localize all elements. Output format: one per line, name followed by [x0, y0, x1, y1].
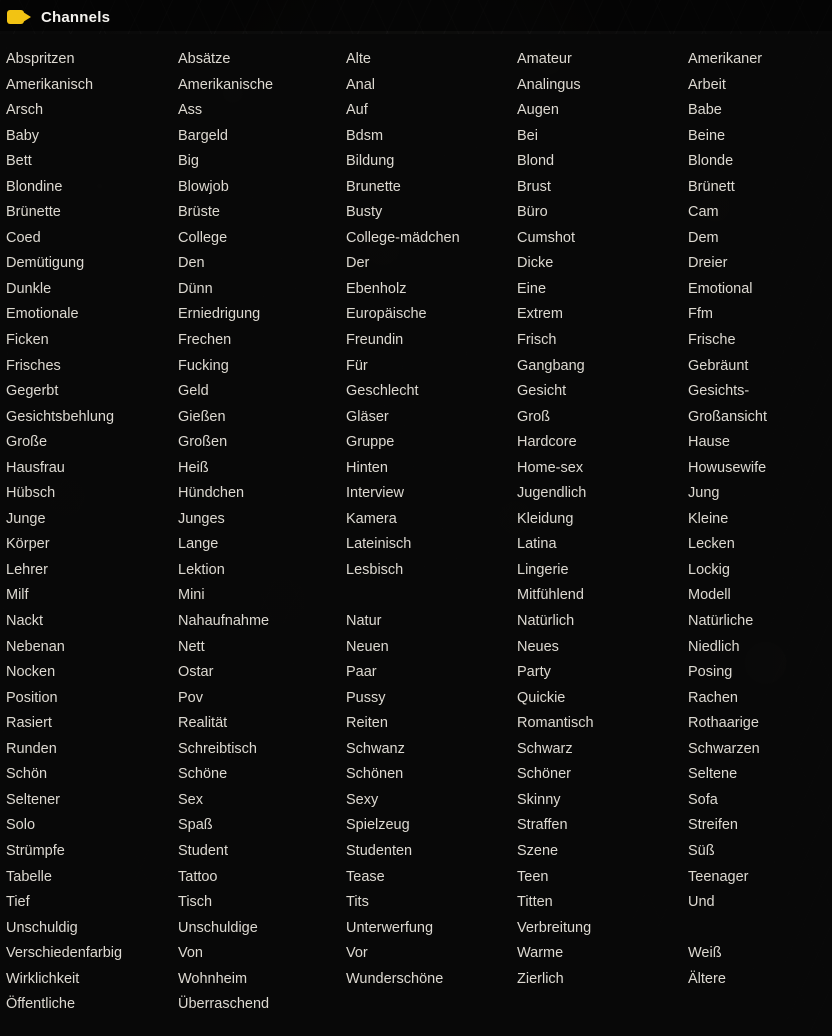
channel-link[interactable]: Heiß	[178, 459, 209, 476]
channel-link[interactable]: Dreier	[688, 255, 728, 272]
channel-link[interactable]: Frisch	[517, 332, 557, 349]
channel-link[interactable]: Große	[6, 434, 48, 451]
channel-link[interactable]: Freundin	[346, 332, 404, 349]
video-camera-icon	[7, 8, 33, 26]
channel-link[interactable]: Reiten	[346, 715, 388, 732]
channel-link[interactable]: Dünn	[178, 280, 213, 297]
channel-link[interactable]: Rothaarige	[688, 715, 759, 732]
channel-link[interactable]: Teenager	[688, 868, 749, 885]
channel-link[interactable]: Brünett	[688, 178, 735, 195]
channel-link[interactable]: Schöner	[517, 766, 572, 783]
channel-link[interactable]: Arsch	[6, 102, 44, 119]
channel-link[interactable]: Nahaufnahme	[178, 613, 270, 630]
channel-link[interactable]: Neuen	[346, 638, 389, 655]
channel-link[interactable]: Emotional	[688, 280, 753, 297]
titlebar	[0, 0, 832, 31]
channel-link[interactable]: Hausfrau	[6, 459, 65, 476]
channel-link[interactable]: Tisch	[178, 894, 213, 911]
channel-link[interactable]: Mini	[178, 587, 205, 604]
channel-link[interactable]: Hardcore	[517, 434, 577, 451]
channel-link[interactable]: Realität	[178, 715, 228, 732]
channel-link[interactable]: Rachen	[688, 689, 738, 706]
channel-link[interactable]: Bargeld	[178, 127, 228, 144]
channel-link[interactable]: Wunderschöne	[346, 970, 444, 987]
channel-link[interactable]: Junge	[6, 510, 46, 527]
channel-link[interactable]: College-mädchen	[346, 229, 460, 246]
channel-link[interactable]: Lateinisch	[346, 536, 412, 553]
channel-column-1	[0, 47, 172, 1018]
channel-link[interactable]: Blowjob	[178, 178, 229, 195]
channel-link[interactable]: Seltene	[688, 766, 738, 783]
page-title: Channels	[41, 8, 111, 26]
channel-link[interactable]: Frechen	[178, 332, 232, 349]
channel-link[interactable]: Lehrer	[6, 561, 48, 578]
channel-link[interactable]: Vor	[346, 945, 368, 962]
channel-link[interactable]: Nackt	[6, 613, 44, 630]
channel-link[interactable]: Schwanz	[346, 740, 405, 757]
channel-link[interactable]: Schöne	[178, 766, 228, 783]
channel-link[interactable]: Den	[178, 255, 205, 272]
channel-link[interactable]: Absätze	[178, 51, 231, 67]
channel-link[interactable]: Alte	[346, 51, 371, 67]
channel-link[interactable]: Extrem	[517, 306, 563, 323]
channel-link[interactable]: Howusewife	[688, 459, 767, 476]
channel-link[interactable]: Lange	[178, 536, 219, 553]
channel-link[interactable]: Niedlich	[688, 638, 740, 655]
channel-column-3	[344, 47, 516, 1018]
channel-link[interactable]: Teen	[517, 868, 549, 885]
channel-link[interactable]: Blonde	[688, 153, 734, 170]
channel-link[interactable]: Zierlich	[517, 970, 564, 987]
channel-link[interactable]: Brunette	[346, 178, 401, 195]
channel-link[interactable]: Quickie	[517, 689, 566, 706]
channel-link[interactable]: Für	[346, 357, 368, 374]
channel-link[interactable]: Runden	[6, 740, 57, 757]
channel-link[interactable]: Augen	[517, 102, 559, 119]
channel-link[interactable]: Fucking	[178, 357, 229, 374]
channel-link[interactable]: Modell	[688, 587, 731, 604]
channel-link[interactable]: Gesichtsbehlung	[6, 408, 115, 425]
channel-link[interactable]: Tabelle	[6, 868, 52, 885]
channel-link[interactable]: Tief	[6, 894, 30, 911]
channel-link[interactable]: Paar	[346, 664, 377, 681]
channel-link[interactable]: Europäische	[346, 306, 427, 323]
channel-link[interactable]: Schwarzen	[688, 740, 760, 757]
channel-link[interactable]: Blond	[517, 153, 555, 170]
channel-link[interactable]: Ostar	[178, 664, 214, 681]
channel-link[interactable]: Öffentliche	[6, 996, 76, 1013]
channel-link[interactable]: Von	[178, 945, 203, 962]
channel-link[interactable]: Arbeit	[688, 76, 726, 93]
channel-link[interactable]: Milf	[6, 587, 29, 604]
channel-link[interactable]: Seltener	[6, 791, 61, 808]
channel-link[interactable]: Dem	[688, 229, 719, 246]
channel-link[interactable]: Sexy	[346, 791, 379, 808]
channel-link[interactable]: Körper	[6, 536, 50, 553]
channel-link[interactable]: Streifen	[688, 817, 738, 834]
channel-link[interactable]: Rasiert	[6, 715, 52, 732]
channel-link[interactable]: Anal	[346, 76, 376, 93]
channel-link[interactable]: Geschlecht	[346, 383, 419, 400]
channel-link[interactable]: Brünette	[6, 204, 61, 221]
channel-link[interactable]: Interview	[346, 485, 405, 502]
channel-link[interactable]: Gangbang	[517, 357, 585, 374]
channel-link[interactable]: Ass	[178, 102, 203, 119]
channel-link[interactable]: Spielzeug	[346, 817, 410, 834]
channel-link[interactable]: Demütigung	[6, 255, 85, 272]
channel-link[interactable]: Dunkle	[6, 280, 52, 297]
channel-link[interactable]: Nebenan	[6, 638, 65, 655]
channel-link[interactable]: Schön	[6, 766, 48, 783]
channel-link[interactable]: Büro	[517, 204, 548, 221]
channel-link[interactable]: Hübsch	[6, 485, 56, 502]
channel-column-5	[688, 47, 832, 1018]
channel-link[interactable]: Solo	[6, 817, 36, 834]
channel-link[interactable]: Geld	[178, 383, 209, 400]
channel-link[interactable]: Dicke	[517, 255, 554, 272]
channel-link[interactable]: Cumshot	[517, 229, 576, 246]
channel-link[interactable]: Unschuldig	[6, 919, 78, 936]
channel-link[interactable]: Natürliche	[688, 613, 754, 630]
channel-link[interactable]: Jugendlich	[517, 485, 587, 502]
channel-link[interactable]: Sex	[178, 791, 203, 808]
channel-link[interactable]: Gesicht	[517, 383, 567, 400]
channel-link[interactable]: Amateur	[517, 51, 572, 67]
channel-link[interactable]: Großansicht	[688, 408, 767, 425]
channel-link[interactable]: Spaß	[178, 817, 213, 834]
channel-link[interactable]: Mitfühlend	[517, 587, 584, 604]
channel-link[interactable]: Sofa	[688, 791, 718, 808]
channel-link[interactable]: Studenten	[346, 842, 413, 859]
channel-link[interactable]: Wirklichkeit	[6, 970, 80, 987]
channel-link[interactable]: Gläser	[346, 408, 389, 425]
channel-link[interactable]: Babe	[688, 102, 722, 119]
channel-link[interactable]: Groß	[517, 408, 551, 425]
channel-link[interactable]: Big	[178, 153, 199, 170]
channel-link[interactable]: Emotionale	[6, 306, 79, 323]
channel-link[interactable]: Bett	[6, 153, 32, 170]
channel-link[interactable]: Posing	[688, 664, 733, 681]
channel-link[interactable]: Ffm	[688, 306, 713, 323]
channel-link[interactable]: Ficken	[6, 332, 49, 349]
channel-link[interactable]: Pov	[178, 689, 203, 706]
channel-link[interactable]: Brust	[517, 178, 551, 195]
channel-link[interactable]: Coed	[6, 229, 41, 246]
channel-link[interactable]: Gesichts-	[688, 383, 750, 400]
channel-link[interactable]: Kleidung	[517, 510, 574, 527]
channel-link[interactable]: Hinten	[346, 459, 388, 476]
channel-link[interactable]: Lesbisch	[346, 561, 404, 578]
channel-link[interactable]: Amerikaner	[688, 51, 763, 67]
channel-link[interactable]: Tease	[346, 868, 385, 885]
channel-link[interactable]: Ebenholz	[346, 280, 407, 297]
channel-link[interactable]: Lockig	[688, 561, 730, 578]
channel-link[interactable]: Schreibtisch	[178, 740, 257, 757]
channel-link[interactable]: Nett	[178, 638, 205, 655]
channel-link[interactable]: Blondine	[6, 178, 63, 195]
channel-link[interactable]: Schwarz	[517, 740, 573, 757]
channel-link[interactable]: Lektion	[178, 561, 225, 578]
channel-link[interactable]: Überraschend	[178, 996, 270, 1013]
channel-link[interactable]: Gebräunt	[688, 357, 749, 374]
channel-link[interactable]: Neues	[517, 638, 559, 655]
channel-link[interactable]: Strümpfe	[6, 842, 65, 859]
channel-link[interactable]: Skinny	[517, 791, 561, 808]
channel-link[interactable]: Kamera	[346, 510, 397, 527]
channel-columns	[0, 31, 832, 1018]
channel-link[interactable]: Auf	[346, 102, 368, 119]
channel-link[interactable]: Verbreitung	[517, 919, 592, 936]
channel-link[interactable]: Der	[346, 255, 370, 272]
channel-link[interactable]: Lecken	[688, 536, 735, 553]
channel-link[interactable]: Brüste	[178, 204, 220, 221]
channel-link[interactable]: Romantisch	[517, 715, 594, 732]
channel-link[interactable]: Natürlich	[517, 613, 575, 630]
channel-link[interactable]: Gegerbt	[6, 383, 59, 400]
channel-link[interactable]: Latina	[517, 536, 557, 553]
channel-link[interactable]: Amerikanische	[178, 76, 274, 93]
channel-link[interactable]: Busty	[346, 204, 383, 221]
channel-link[interactable]: Ältere	[688, 970, 726, 987]
channel-link[interactable]: Unschuldige	[178, 919, 258, 936]
channel-link[interactable]: Eine	[517, 280, 547, 297]
channel-link[interactable]: Party	[517, 664, 551, 681]
channel-link[interactable]: Lingerie	[517, 561, 569, 578]
channel-link[interactable]: Schönen	[346, 766, 404, 783]
channel-link[interactable]: Gießen	[178, 408, 226, 425]
channel-link[interactable]: Amerikanisch	[6, 76, 94, 93]
channel-link[interactable]: College	[178, 229, 228, 246]
channel-link[interactable]: Hause	[688, 434, 730, 451]
channel-link[interactable]: Tattoo	[178, 868, 218, 885]
channel-link[interactable]: Unterwerfung	[346, 919, 434, 936]
channel-link[interactable]: Gruppe	[346, 434, 395, 451]
channel-link[interactable]: Junges	[178, 510, 225, 527]
channel-link[interactable]: Bei	[517, 127, 538, 144]
channel-link[interactable]: Tits	[346, 894, 369, 911]
channel-link[interactable]: Titten	[517, 894, 553, 911]
channel-column-4	[516, 47, 688, 1018]
channel-link[interactable]: Jung	[688, 485, 720, 502]
channel-link[interactable]: Erniedrigung	[178, 306, 261, 323]
channel-link[interactable]: Beine	[688, 127, 726, 144]
channel-link[interactable]: Position	[6, 689, 58, 706]
channel-link[interactable]: Szene	[517, 842, 559, 859]
channel-link[interactable]: Hündchen	[178, 485, 245, 502]
channel-link[interactable]: Kleine	[688, 510, 729, 527]
channel-link[interactable]: Pussy	[346, 689, 386, 706]
channel-link[interactable]: Home-sex	[517, 459, 584, 476]
channel-link[interactable]: Bildung	[346, 153, 395, 170]
channel-link[interactable]: Analingus	[517, 76, 581, 93]
channel-link[interactable]: Verschiedenfarbig	[6, 945, 123, 962]
channel-link[interactable]: Natur	[346, 613, 382, 630]
channel-link[interactable]: Weiß	[688, 945, 722, 962]
channel-link[interactable]: Cam	[688, 204, 719, 221]
channel-column-2	[172, 47, 344, 1018]
channel-link[interactable]: Straffen	[517, 817, 568, 834]
channel-link[interactable]: Süß	[688, 842, 715, 859]
channel-link[interactable]: Wohnheim	[178, 970, 248, 987]
channel-link[interactable]: Bdsm	[346, 127, 384, 144]
channel-link[interactable]: Warme	[517, 945, 564, 962]
channel-link[interactable]: Frisches	[6, 357, 61, 374]
channel-link[interactable]: Baby	[6, 127, 40, 144]
channel-link[interactable]: Und	[688, 894, 715, 911]
channel-link[interactable]: Frische	[688, 332, 736, 349]
channel-link[interactable]: Abspritzen	[6, 51, 75, 67]
channel-link[interactable]: Nocken	[6, 664, 56, 681]
channel-link[interactable]: Student	[178, 842, 228, 859]
channel-link[interactable]: Großen	[178, 434, 228, 451]
